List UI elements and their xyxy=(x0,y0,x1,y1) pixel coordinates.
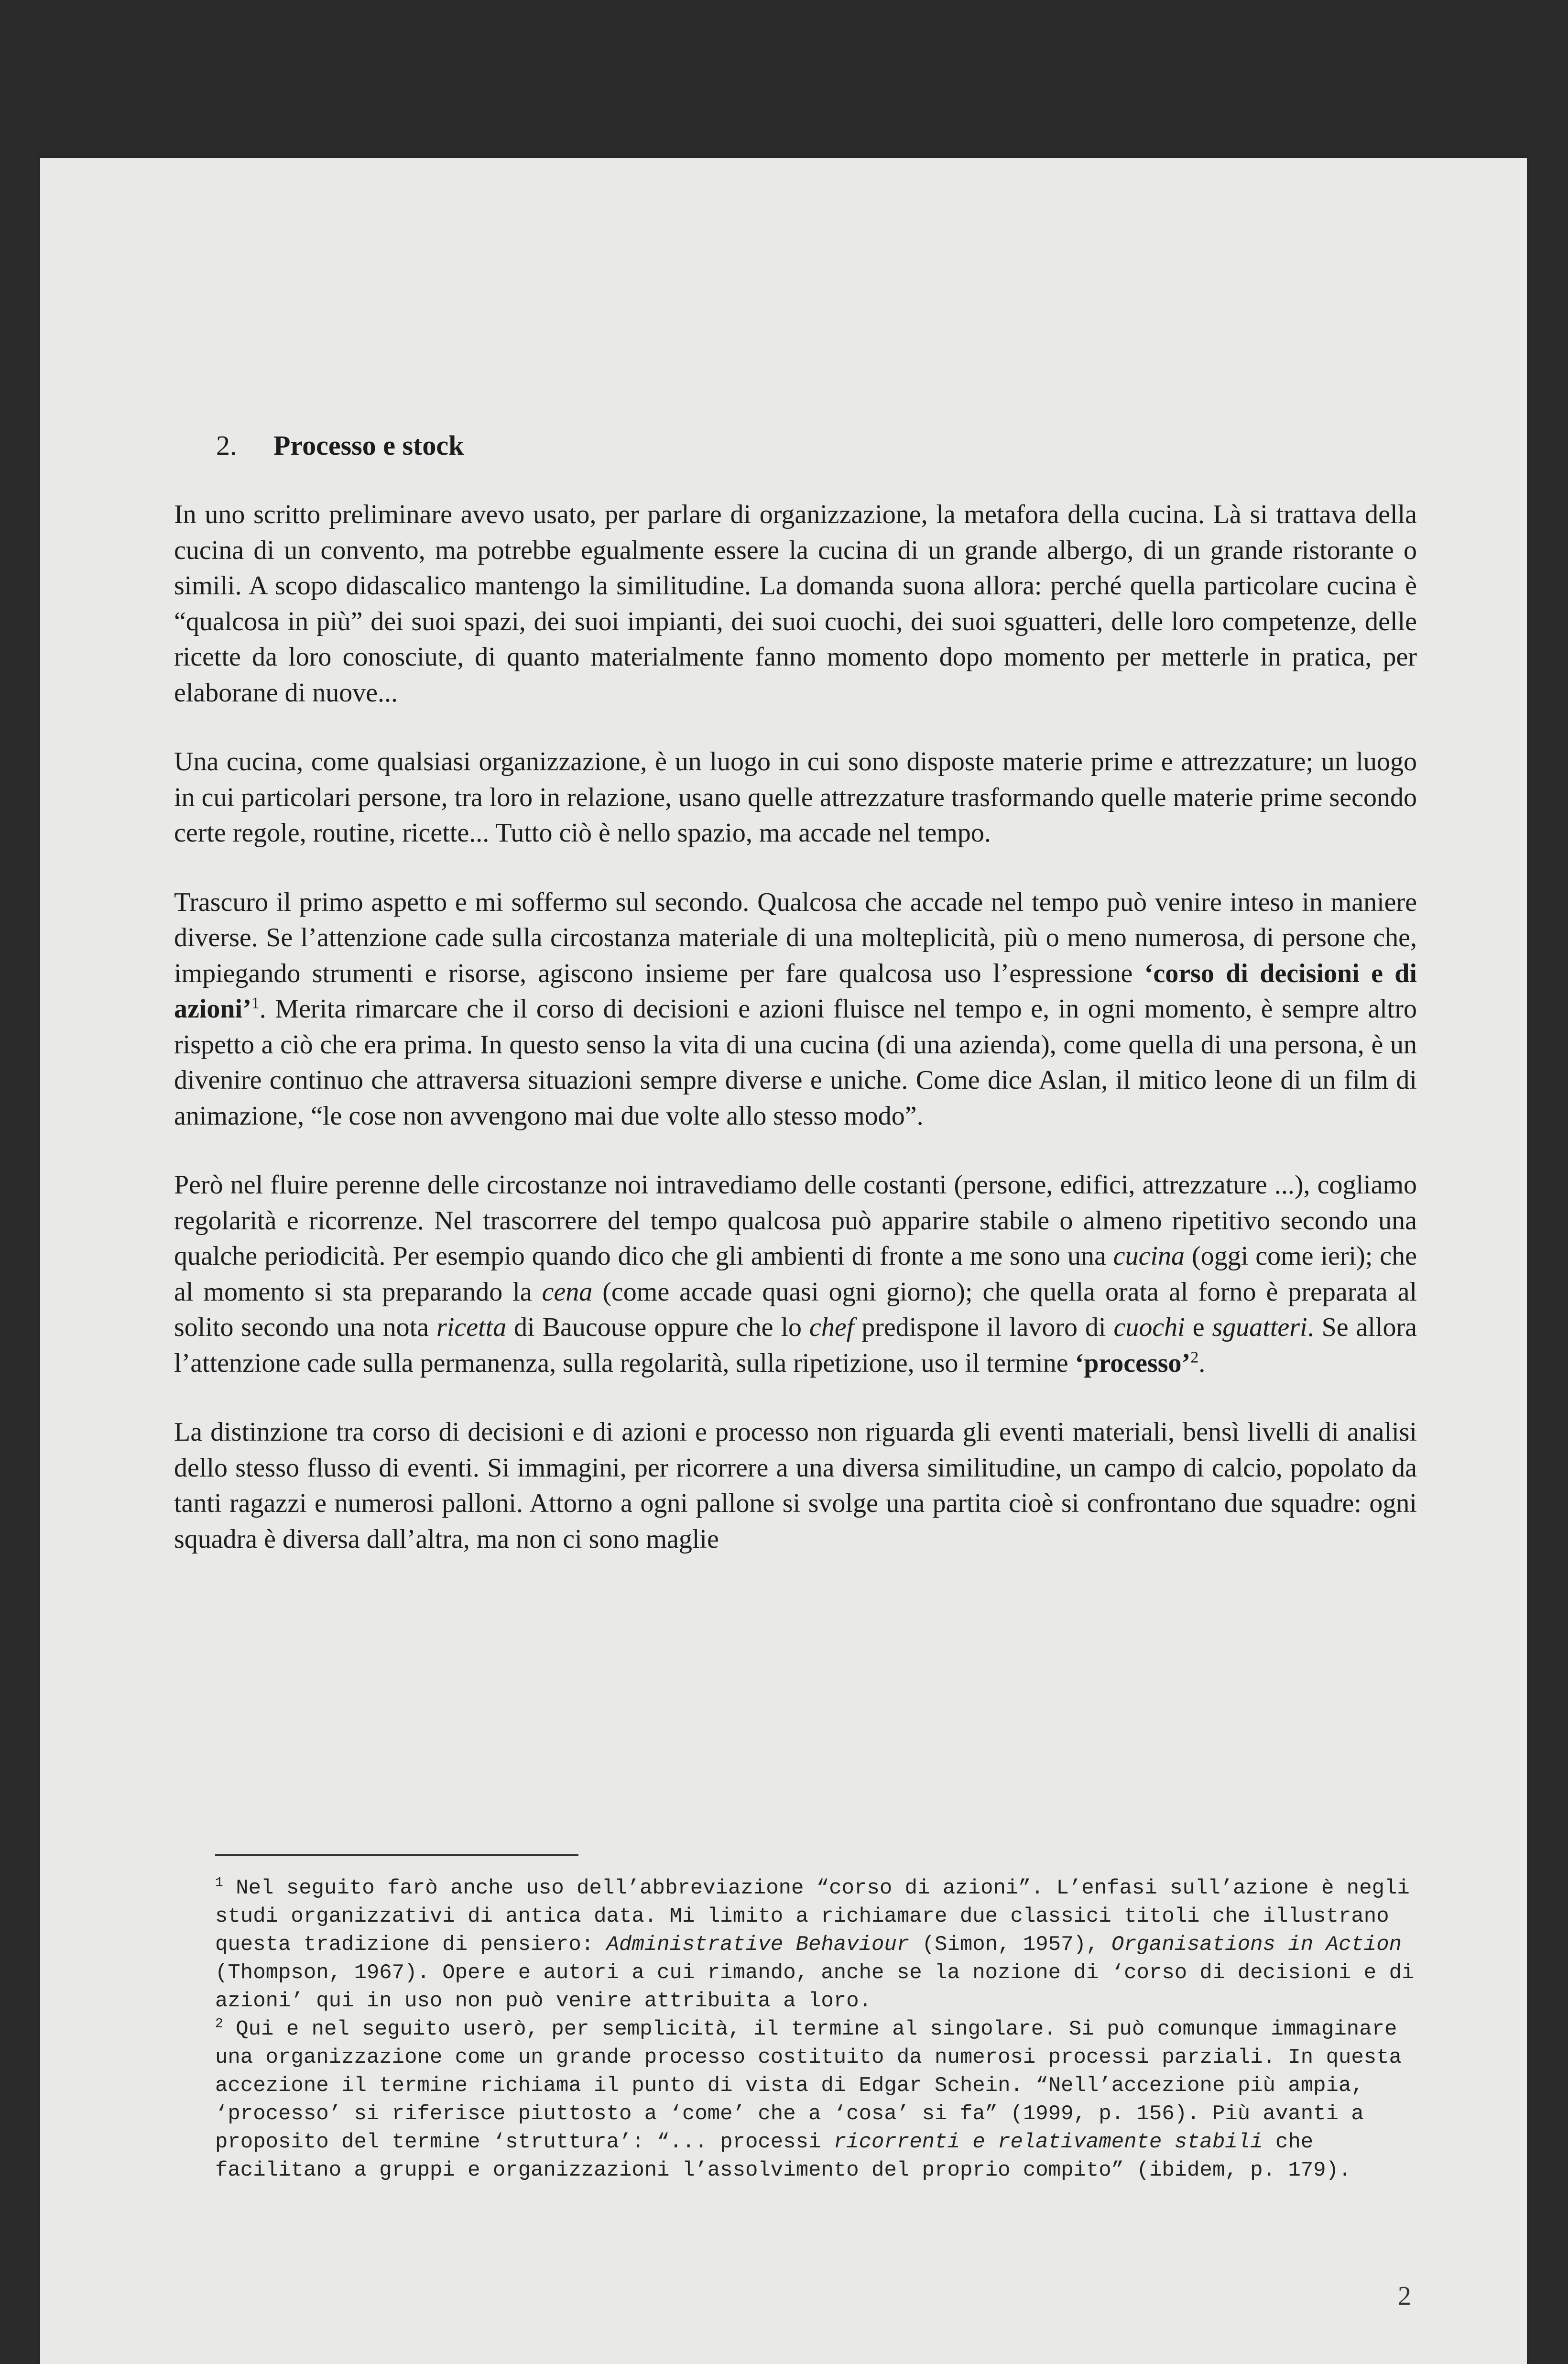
emphasis: cucina xyxy=(1113,1241,1185,1271)
term-corso-di-decisioni: ‘corso di decisioni e di azioni’ xyxy=(174,958,1417,1024)
text-run: che facilitano a gruppi e organizzazioni l’assolvimento del proprio compito” (ibidem, p. 179). xyxy=(215,2130,1351,2182)
term-processo: ‘processo’ xyxy=(1075,1348,1191,1378)
paragraph-2: Una cucina, come qualsiasi organizzazione, è un luogo in cui sono disposte materie prime e attrezzature; un luogo in cui particolari persone, tra loro in relazione, usano quelle attrezzature trasformando quelle materie prime secondo certe regole, routine, ricette... Tutto ciò è nello spazio, ma accade nel tempo. xyxy=(174,747,1417,848)
text-run: predispone il lavoro di xyxy=(854,1313,1114,1342)
page-content xyxy=(174,428,1417,1590)
text-run: . Merita rimarcare che il corso di decisioni e azioni fluisce nel tempo e, in ogni momento, è sempre altro rispetto a ciò che era prima. In questo senso la vita di una cucina (di una azienda), come quella di una persona, è un divenire continuo che attraversa situazioni sempre diverse e uniche. Come dice Aslan, il mitico leone di un film di animazione, “le cose non avvengono mai due volte allo stesso modo”. xyxy=(174,994,1417,1131)
footnote-ref-1: 1 xyxy=(251,994,260,1012)
emphasis: cuochi xyxy=(1113,1313,1185,1342)
book-title: Administrative Behaviour xyxy=(606,1933,910,1957)
section-heading xyxy=(174,428,1417,463)
text-run: (Thompson, 1967). Opere e autori a cui rimando, anche se la nozione di ‘corso di decisioni e di azioni’ qui in uso non può venire attribuita a loro. xyxy=(215,1961,1415,2013)
paper-sheet xyxy=(40,158,1527,2364)
emphasis: cena xyxy=(542,1277,593,1307)
text-run: (oggi come ieri); che al momento si sta preparando la xyxy=(174,1241,1417,1307)
paragraph-5: La distinzione tra corso di decisioni e di azioni e processo non riguarda gli eventi materiali, bensì livelli di analisi dello stesso flusso di eventi. Si immagini, per ricorrere a una diversa similitudine, un campo di calcio, popolato da tanti ragazzi e numerosi palloni. Attorno a ogni pallone si svolge una partita cioè si confrontano due squadre: ogni squadra è diversa dall’altra, ma non ci sono maglie xyxy=(174,1417,1417,1554)
emphasis: sguatteri xyxy=(1212,1313,1307,1342)
footnote-2 xyxy=(215,2015,1420,2185)
text-run: Però nel fluire perenne delle circostanze noi intravediamo delle costanti (persone, edifici, attrezzature ...), cogliamo regolarità e ricorrenze. Nel trascorrere del tempo qualcosa può apparire stabile o almeno ripetitivo secondo una qualche periodicità. Per esempio quando dico che gli ambienti di fronte a me sono una xyxy=(174,1170,1417,1271)
text-run: (come accade quasi ogni giorno); che quella orata al forno è preparata al solito secondo una nota xyxy=(174,1277,1417,1342)
footnote-separator xyxy=(215,1854,578,1856)
text-run: e xyxy=(1185,1313,1212,1342)
paragraph-4 xyxy=(174,1167,1417,1381)
emphasis: chef xyxy=(809,1313,854,1342)
text-run: Trascuro il primo aspetto e mi soffermo sul secondo. Qualcosa che accade nel tempo può venire inteso in maniere diverse. Se l’attenzione cade sulla circostanza materiale di una molteplicità, più o meno numerosa, di persone che, impiegando strumenti e risorse, agiscono insieme per fare qualcosa uso l’espressione xyxy=(174,887,1417,988)
paragraph-3 xyxy=(174,885,1417,1134)
emphasis: ricetta xyxy=(436,1313,507,1342)
text-run: . xyxy=(1198,1348,1206,1378)
section-title: Processo e stock xyxy=(273,430,464,461)
footnotes xyxy=(215,1874,1420,2185)
page-number: 2 xyxy=(1398,2281,1411,2311)
book-title: Organisations in Action xyxy=(1111,1933,1402,1957)
footnote-1 xyxy=(215,1874,1420,2015)
text-run: di Baucouse oppure che lo xyxy=(506,1313,809,1342)
footnote-number: 1 xyxy=(215,1875,223,1891)
text-run: Nel seguito farò anche uso dell’abbreviazione “corso di azioni”. L’enfasi sull’azione è negli studi organizzativi di antica data. Mi limito a richiamare due classici titoli che illustrano questa tradizione di pensiero: xyxy=(215,1876,1410,1957)
emphasis: ricorrenti e relativamente stabili xyxy=(833,2130,1263,2154)
section-number: 2. xyxy=(216,430,237,461)
text-run: (Simon, 1957), xyxy=(909,1933,1111,1957)
text-run: . Se allora l’attenzione cade sulla permanenza, sulla regolarità, sulla ripetizione, uso il termine xyxy=(174,1313,1417,1378)
text-run: Qui e nel seguito userò, per semplicità, il termine al singolare. Si può comunque immaginare una organizzazione come un grande processo costituito da numerosi processi parziali. In questa accezione il termine richiama il punto di vista di Edgar Schein. “Nell’accezione più ampia, ‘processo’ si riferisce piuttosto a ‘come’ che a ‘cosa’ si fa” (1999, p. 156). Più avanti a proposito del termine ‘struttura’: “... processi xyxy=(215,2017,1402,2154)
footnote-number: 2 xyxy=(215,2016,223,2032)
paragraph-1: In uno scritto preliminare avevo usato, per parlare di organizzazione, la metafora della cucina. Là si trattava della cucina di un convento, ma potrebbe egualmente essere la cucina di un grande albergo, di un grande ristorante o simili. A scopo didascalico mantengo la similitudine. La domanda suona allora: perché quella particolare cucina è “qualcosa in più” dei suoi spazi, dei suoi impianti, dei suoi cuochi, dei suoi sguatteri, delle loro competenze, delle ricette da loro conosciute, di quanto materialmente fanno momento dopo momento per metterle in pratica, per elaborane di nuove... xyxy=(174,500,1417,708)
footnote-ref-2: 2 xyxy=(1190,1348,1199,1366)
